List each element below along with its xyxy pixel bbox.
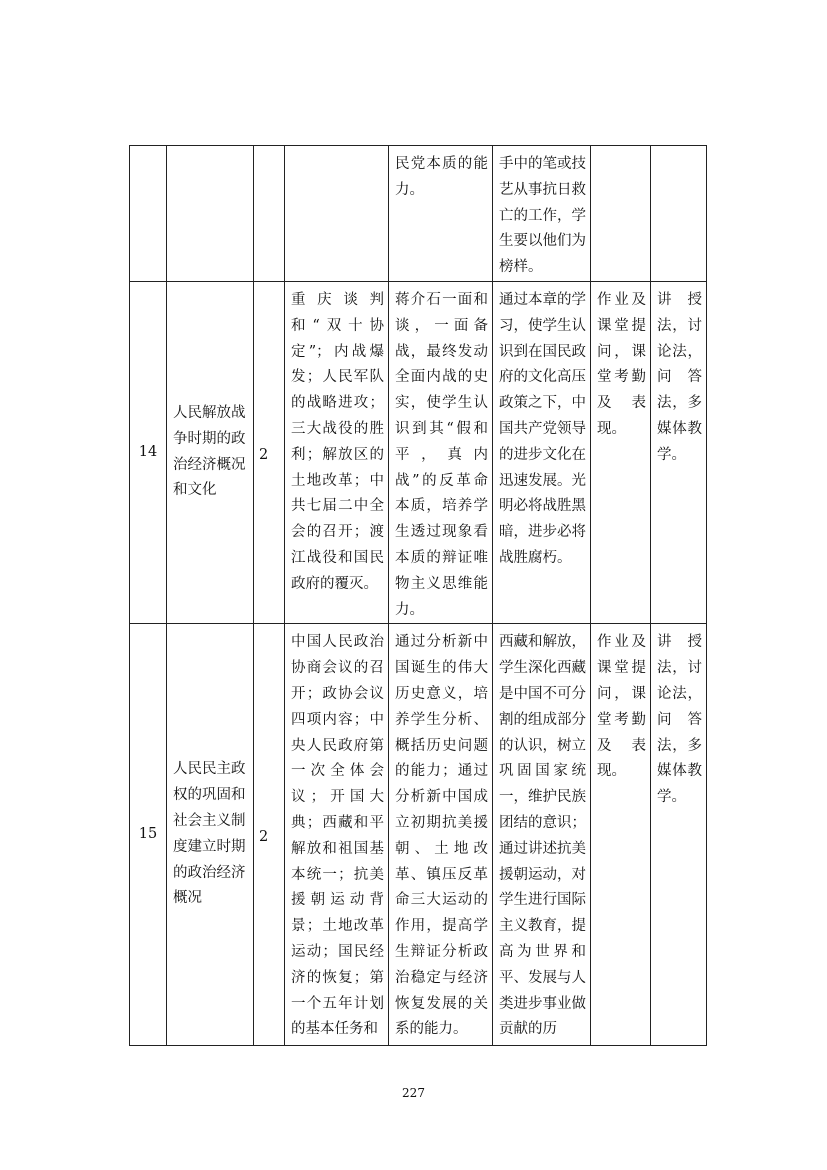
- chapter-title: 人民解放战争时期的政治经济概况和文化: [167, 281, 254, 623]
- table-row: [130, 146, 707, 282]
- chapter-number: [130, 146, 167, 282]
- teaching-content: 重庆谈判和“双十协定”；内战爆发；人民军队的战略进攻；三大战役的胜利；解放区的土地改革；中共七届二中全会的召开；渡江战役和国民政府的覆灭。: [285, 281, 389, 623]
- teaching-content: [285, 146, 389, 282]
- page-number: 227: [402, 1086, 425, 1100]
- teaching-content: 中国人民政治协商会议的召开；政协会议四项内容；中央人民政府第一次全体会议；开国大典；西藏和平解放和祖国基本统一；抗美援朝运动背景；土地改革运动；国民经济的恢复；第一个五年计划的基本任务和: [285, 624, 389, 1046]
- teaching-method: 讲授法，讨论法，问答法，多媒体教学。: [651, 281, 707, 623]
- course-schedule-table: [129, 145, 707, 1046]
- chapter-number: 15: [130, 624, 167, 1046]
- teaching-method: 讲授法，讨论法，问答法，多媒体教学。: [651, 624, 707, 1046]
- ideological-element: 西藏和解放，学生深化西藏是中国不可分割的组成部分的认识，树立巩固国家统一，维护民族团结的意识；通过讲述抗美援朝运动，对学生进行国际主义教育，提高为世界和平、发展与人类进步事业做贡献的历: [493, 624, 591, 1046]
- chapter-title: [167, 146, 254, 282]
- teaching-method: [651, 146, 707, 282]
- chapter-title: 人民民主政权的巩固和社会主义制度建立时期的政治经济概况: [167, 624, 254, 1046]
- ideological-element: 通过本章的学习，使学生认识到在国民政府的文化高压政策之下，中国共产党领导的进步文化在迅速发展。光明必将战胜黑暗，进步必将战胜腐朽。: [493, 281, 591, 623]
- class-hours: 2: [254, 281, 285, 623]
- table-row: [130, 281, 707, 623]
- teaching-goal: 民党本质的能力。: [389, 146, 493, 282]
- ideological-element: 手中的笔或技艺从事抗日救亡的工作，学生要以他们为榜样。: [493, 146, 591, 282]
- teaching-goal: 蒋介石一面和谈，一面备战，最终发动全面内战的史实，使学生认识到其“假和平，真内战”的反革命本质，培养学生透过现象看本质的辩证唯物主义思维能力。: [389, 281, 493, 623]
- assessment-method: 作业及课堂提问，课堂考勤及表现。: [591, 281, 651, 623]
- table-row: [130, 624, 707, 1046]
- assessment-method: [591, 146, 651, 282]
- chapter-number: 14: [130, 281, 167, 623]
- class-hours: 2: [254, 624, 285, 1046]
- class-hours: [254, 146, 285, 282]
- teaching-goal: 通过分析新中国诞生的伟大历史意义，培养学生分析、概括历史问题的能力；通过分析新中国成立初期抗美援朝、土地改革、镇压反革命三大运动的作用，提高学生辩证分析政治稳定与经济恢复发展的关系的能力。: [389, 624, 493, 1046]
- assessment-method: 作业及课堂提问，课堂考勤及表现。: [591, 624, 651, 1046]
